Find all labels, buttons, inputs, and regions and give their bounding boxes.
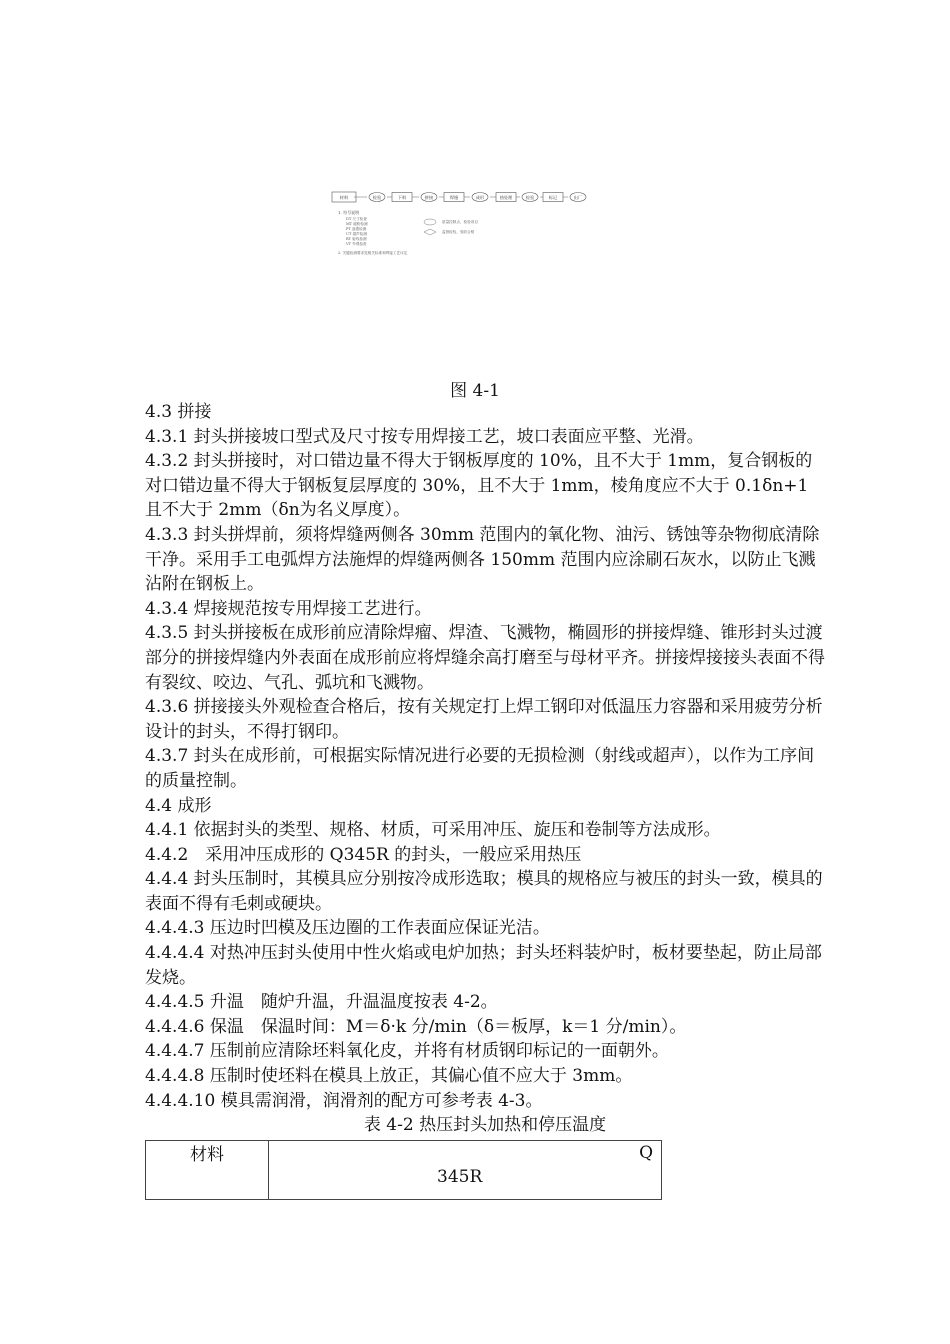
legend-note: 监督检验，验收合格 <box>442 230 475 234</box>
document-body <box>145 400 825 1200</box>
legend-item: RT 射线检测 <box>346 237 367 241</box>
flow-node-label: 成形 <box>475 194 485 200</box>
temperature-table <box>145 1140 662 1200</box>
legend-symbol <box>424 219 436 225</box>
flow-node-label: 拼接 <box>424 194 434 200</box>
flow-node-label: 热处理 <box>499 194 513 200</box>
process-flow-diagram <box>330 182 600 262</box>
paragraph: 4.3.4 焊接规范按专用焊接工艺进行。 <box>145 598 432 619</box>
legend-item: PT 渗透检测 <box>346 227 367 231</box>
section-heading: 4.4 成形 <box>145 795 212 816</box>
table-row <box>146 1140 662 1199</box>
paragraph: 4.4.4.3 压边时凹模及压边圈的工作表面应保证光洁。 <box>145 918 550 939</box>
flow-node-label: 检验 <box>372 194 382 200</box>
paragraph: 4.3.1 封头拼接坡口型式及尺寸按专用焊接工艺，坡口表面应平整、光滑。 <box>145 426 704 447</box>
paragraph: 4.4.2 采用冲压成形的 Q345R 的封头，一般应采用热压 <box>145 844 582 865</box>
flow-node-label: 材料 <box>339 194 349 200</box>
legend-heading: 1. 符号说明 <box>338 210 360 215</box>
legend-item: DT 尺寸检查 <box>346 217 367 221</box>
material-grade-number: 345R <box>437 1166 483 1187</box>
table-header-material: 材料 <box>146 1140 269 1199</box>
paragraph: 4.4.4.8 压制时使坯料在模具上放正，其偏心值不应大于 3mm。 <box>145 1066 633 1087</box>
paragraph: 4.4.4.10 模具需润滑，润滑剂的配方可参考表 4-3。 <box>145 1090 543 1111</box>
legend-item: UT 超声检测 <box>346 232 367 236</box>
paragraph: 4.3.7 封头在成形前，可根据实际情况进行必要的无损检测（射线或超声），以作为工序间的质量控制。 <box>145 746 815 791</box>
legend-item: MT 磁粉检测 <box>346 222 368 226</box>
paragraph: 4.4.1 依据封头的类型、规格、材质，可采用冲压、旋压和卷制等方法成形。 <box>145 820 721 841</box>
table-caption: 表 4-2 热压封头加热和停压温度 <box>363 1115 607 1136</box>
flow-chart <box>330 182 600 262</box>
paragraph: 4.4.4 封头压制时，其模具应分别按冷成形选取；模具的规格应与被压的封头一致，模具的表面不得有毛刺或硬块。 <box>145 869 823 914</box>
flow-node-label: 出厂 <box>573 194 583 200</box>
flow-node-label: 下料 <box>397 194 407 200</box>
paragraph: 4.3.3 封头拼焊前，须将焊缝两侧各 30mm 范围内的氧化物、油污、锈蚀等杂物彻底清除干净。采用手工电弧焊方法施焊的焊缝两侧各 150mm 范围内应涂刷石灰水，以防止飞溅沾附在钢板上。 <box>145 524 820 595</box>
material-grade-prefix: Q <box>639 1142 653 1163</box>
legend-footnote: 2. 关键检测要求见相关标准和焊接工艺评定 <box>338 251 408 255</box>
paragraph: 4.4.4.5 升温 随炉升温，升温温度按表 4-2。 <box>145 992 498 1013</box>
legend-symbol <box>424 229 436 235</box>
flow-node-label: 检验 <box>525 194 535 200</box>
paragraph: 4.4.4.4 对热冲压封头使用中性火焰或电炉加热；封头坯料装炉时，板材要垫起，防止局部发烧。 <box>145 943 822 988</box>
legend-item: VT 外观检查 <box>346 242 367 246</box>
paragraph: 4.4.4.6 保温 保温时间：M＝δ·k 分/min（δ＝板厚，k＝1 分/min）。 <box>145 1016 687 1037</box>
flow-node-label: 焊缝 <box>449 194 459 200</box>
flow-node-label: 标记 <box>548 194 558 200</box>
section-heading: 4.3 拼接 <box>145 402 212 422</box>
paragraph: 4.3.2 封头拼接时，对口错边量不得大于钢板厚度的 10%，且不大于 1mm，复合钢板的对口错边量不得大于钢板复层厚度的 30%，且不大于 1mm，棱角度应不大于 0.1δn+1 且不大于 2mm（δn为名义厚度）。 <box>145 451 813 521</box>
paragraph: 4.4.4.7 压制前应清除坯料氧化皮，并将有材质钢印标记的一面朝外。 <box>145 1041 669 1062</box>
figure-caption: 图 4-1 <box>450 381 500 401</box>
paragraph: 4.3.5 封头拼接板在成形前应清除焊瘤、焊渣、飞溅物，椭圆形的拼接焊缝、锥形封头过渡部分的拼接焊缝内外表面在成形前应将焊缝余高打磨至与母材平齐。拼接焊接接头表面不得有裂纹、咬边、气孔、弧坑和飞溅物。 <box>145 623 825 693</box>
legend-note: 质量控制点，检验项目 <box>442 220 478 224</box>
table-cell-material-value <box>269 1140 662 1199</box>
paragraph: 4.3.6 拼接接头外观检查合格后，按有关规定打上焊工钢印对低温压力容器和采用疲劳分析设计的封头，不得打钢印。 <box>145 697 823 742</box>
